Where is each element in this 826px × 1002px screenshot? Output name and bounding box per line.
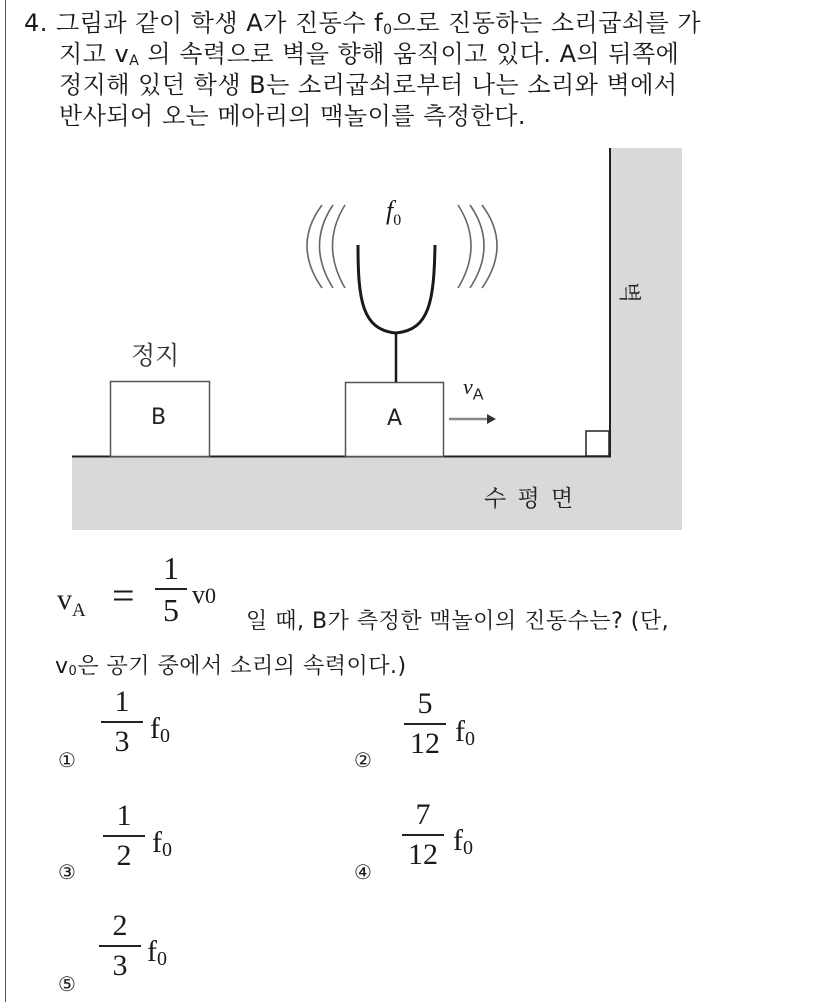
option-marker: ① bbox=[58, 748, 76, 772]
right-angle-marker bbox=[586, 431, 609, 456]
sound-wave-left-icon bbox=[307, 205, 345, 288]
option-variable: $f_0$ bbox=[152, 826, 172, 861]
condition-text-line1: 일 때, B가 측정한 맥놀이의 진동수는? (단, bbox=[246, 609, 670, 634]
box-b-label: B bbox=[151, 405, 167, 430]
option-fraction: 2 3 bbox=[95, 909, 145, 983]
stationary-label: 정지 bbox=[131, 341, 180, 370]
option-fraction: 1 2 bbox=[99, 799, 149, 873]
option-fraction: 7 12 bbox=[398, 798, 448, 872]
floor-surface bbox=[72, 457, 682, 530]
rhs-variable: v0 bbox=[192, 580, 216, 609]
lhs-variable: $v_A$ bbox=[57, 583, 86, 621]
option-variable: $f_0$ bbox=[453, 824, 473, 859]
sound-wave-right-icon bbox=[458, 205, 497, 288]
velocity-label: $v_A$ bbox=[463, 374, 484, 404]
condition-text-line2: $v_0$은 공기 중에서 소리의 속력이다.) bbox=[55, 654, 407, 679]
velocity-arrow-icon bbox=[449, 414, 496, 424]
question-line-3: 정지해 있던 학생 B는 소리굽쇠로부터 나는 소리와 벽에서 bbox=[59, 71, 678, 99]
question-number: 4. bbox=[24, 9, 48, 37]
option-variable: $f_0$ bbox=[455, 715, 475, 750]
floor-label: 수 평 면 bbox=[484, 486, 576, 512]
condition-fraction: 1 5 bbox=[155, 548, 187, 630]
tuning-fork-icon bbox=[358, 245, 435, 382]
question-line-4: 반사되어 오는 메아리의 맥놀이를 측정한다. bbox=[59, 102, 526, 130]
option-fraction: 1 3 bbox=[97, 685, 147, 759]
option-marker: ⑤ bbox=[58, 972, 76, 996]
option-variable: $f_0$ bbox=[150, 712, 170, 747]
question-line-1: 4. 그림과 같이 학생 A가 진동수 $f_0$으로 진동하는 소리굽쇠를 가 bbox=[24, 9, 702, 38]
option-marker: ② bbox=[354, 748, 372, 772]
wall bbox=[610, 148, 682, 530]
option-fraction: 5 12 bbox=[400, 687, 450, 761]
option-variable: $f_0$ bbox=[147, 935, 167, 970]
wall-label: 벽 bbox=[616, 281, 642, 304]
equals-sign: = bbox=[112, 573, 135, 618]
question-line-2: 지고 $v_A$ 의 속력으로 벽을 향해 움직이고 있다. A의 뒤쪽에 bbox=[59, 40, 680, 69]
box-a-label: A bbox=[387, 406, 403, 431]
option-marker: ④ bbox=[354, 860, 372, 884]
option-marker: ③ bbox=[58, 860, 76, 884]
frequency-label: $f_0$ bbox=[386, 196, 402, 230]
